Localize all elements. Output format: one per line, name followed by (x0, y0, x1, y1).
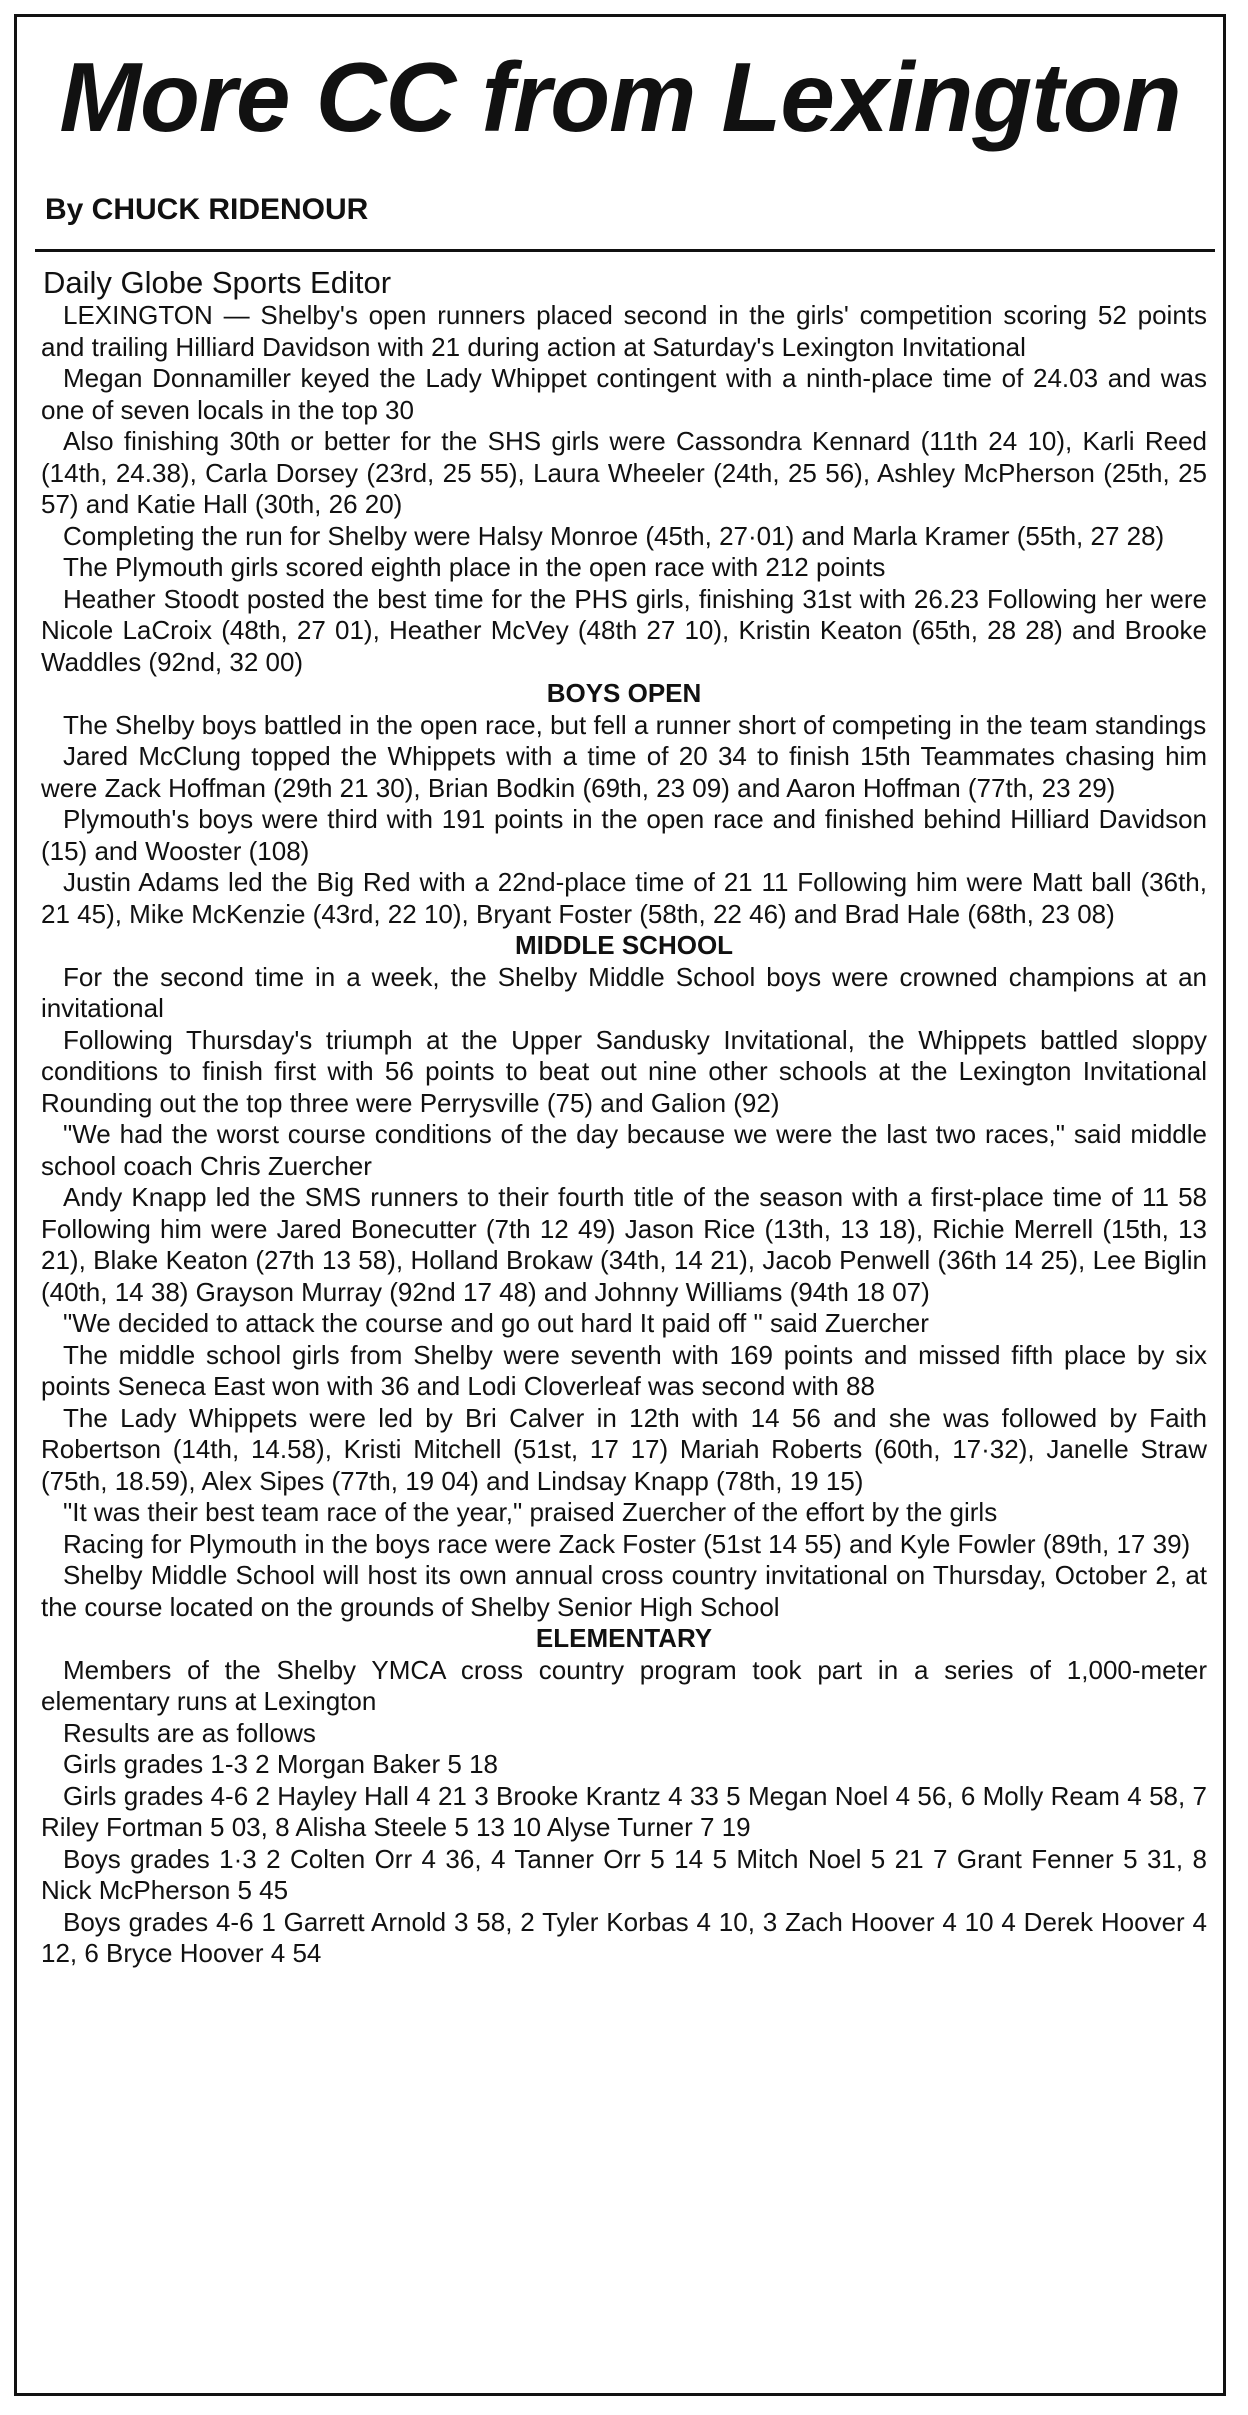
section-heading-elementary: ELEMENTARY (535, 1623, 713, 1653)
paragraph: "It was their best team race of the year," praised Zuercher of the effort by the girls (63, 1497, 998, 1527)
section-heading-boys-open: BOYS OPEN (546, 678, 702, 708)
paragraph: The middle school girls from Shelby were seventh with 169 points and missed fifth place by six points Seneca East won with 36 and Lodi Cloverleaf was second with 88 (41, 1339, 1207, 1401)
paragraph: "We had the worst course conditions of the day because we were the last two races," said middle school coach Chris Zuercher (41, 1119, 1207, 1181)
byline: By CHUCK RIDENOUR (45, 193, 369, 226)
paragraph: The Lady Whippets were led by Bri Calver in 12th with 14 56 and she was followed by Faith Robertson (14th, 14.58), Kristi Mitchell (51st, 17 17) Mariah Roberts (60th, 17·32), Janelle Straw (75th, 18.59), Alex Sipes (77th, 19 04) and Lindsay Knapp (78th, 19 15) (41, 1402, 1207, 1496)
paragraph: LEXINGTON — Shelby's open runners placed second in the girls' competition scoring 52 points and trailing Hilliard Davidson with 21 during action at Saturday's Lexington Invitational (41, 300, 1207, 362)
paragraph: Megan Donnamiller keyed the Lady Whippet contingent with a ninth-place time of 24.03 and was one of seven locals in the top 30 (41, 363, 1207, 425)
paragraph: Heather Stoodt posted the best time for the PHS girls, finishing 31st with 26.23 Following her were Nicole LaCroix (48th, 27 01), Heather McVey (48th 27 10), Kristin Keaton (65th, 28 28) and Brooke Waddles (92nd, 32 00) (41, 583, 1207, 677)
paragraph: Plymouth's boys were third with 191 points in the open race and finished behind Hilliard Davidson (15) and Wooster (108) (41, 804, 1207, 866)
paragraph: Girls grades 4-6 2 Hayley Hall 4 21 3 Brooke Krantz 4 33 5 Megan Noel 4 56, 6 Molly Ream 4 58, 7 Riley Fortman 5 03, 8 Alisha Steele 5 13 10 Alyse Turner 7 19 (41, 1780, 1207, 1842)
paragraph: Boys grades 4-6 1 Garrett Arnold 3 58, 2 Tyler Korbas 4 10, 3 Zach Hoover 4 10 4 Derek Hoover 4 12, 6 Bryce Hoover 4 54 (41, 1906, 1207, 1968)
paragraph: Jared McClung topped the Whippets with a time of 20 34 to finish 15th Teammates chasing him were Zack Hoffman (29th 21 30), Brian Bodkin (69th, 23 09) and Aaron Hoffman (77th, 23 29) (41, 741, 1207, 803)
divider (35, 249, 1215, 252)
paragraph: Racing for Plymouth in the boys race were Zack Foster (51st 14 55) and Kyle Fowler (89th, 17 39) (63, 1528, 1191, 1559)
paragraph: Shelby Middle School will host its own annual cross country invitational on Thursday, October 2, at the course located on the grounds of Shelby Senior High School (41, 1560, 1207, 1622)
editor-line: Daily Globe Sports Editor (43, 265, 392, 300)
paragraph: Boys grades 1·3 2 Colten Orr 4 36, 4 Tanner Orr 5 14 5 Mitch Noel 5 21 7 Grant Fenner 5 31, 8 Nick McPherson 5 45 (41, 1843, 1207, 1905)
paragraph: Andy Knapp led the SMS runners to their fourth title of the season with a first-place time of 11 58 Following him were Jared Bonecutter (7th 12 49) Jason Rice (13th, 13 18), Richie Merrell (15th, 13 21), Blake Keaton (27th 13 58), Holland Brokaw (34th, 14 21), Jacob Penwell (36th 14 25), Lee Biglin (40th, 14 38) Grayson Murray (92nd 17 48) and Johnny Williams (94th 18 07) (41, 1182, 1207, 1307)
paragraph: The Plymouth girls scored eighth place in the open race with 212 points (63, 552, 886, 582)
paragraph: For the second time in a week, the Shelby Middle School boys were crowned champions at an invitational (41, 961, 1207, 1023)
paragraph: Following Thursday's triumph at the Upper Sandusky Invitational, the Whippets battled sloppy conditions to finish first with 56 points to beat out nine other schools at the Lexington Invitational Rounding out the top three were Perrysville (75) and Galion (92) (41, 1024, 1207, 1118)
paragraph: Results are as follows (63, 1717, 316, 1748)
section-heading-middle-school: MIDDLE SCHOOL (514, 930, 734, 960)
paragraph: "We decided to attack the course and go out hard It paid off " said Zuercher (63, 1308, 929, 1338)
paragraph: Completing the run for Shelby were Halsy Monroe (45th, 27·01) and Marla Kramer (55th, 27 28) (63, 520, 1165, 551)
news-clipping (14, 14, 1226, 2396)
paragraph: Members of the Shelby YMCA cross country program took part in a series of 1,000-meter elementary runs at Lexington (41, 1654, 1207, 1716)
paragraph: Also finishing 30th or better for the SHS girls were Cassondra Kennard (11th 24 10), Karli Reed (14th, 24.38), Carla Dorsey (23rd, 25 55), Laura Wheeler (24th, 25 56), Ashley McPherson (25th, 25 57) and Katie Hall (30th, 26 20) (41, 426, 1207, 519)
headline: More CC from Lexington (59, 42, 1181, 152)
paragraph: Girls grades 1-3 2 Morgan Baker 5 18 (63, 1749, 498, 1779)
paragraph: Justin Adams led the Big Red with a 22nd-place time of 21 11 Following him were Matt ball (36th, 21 45), Mike McKenzie (43rd, 22 10), Bryant Foster (58th, 22 46) and Brad Hale (68th, 23 08) (41, 867, 1207, 929)
article-body (41, 300, 1207, 1970)
paragraph: The Shelby boys battled in the open race, but fell a runner short of competing in the team standings (63, 709, 1207, 740)
